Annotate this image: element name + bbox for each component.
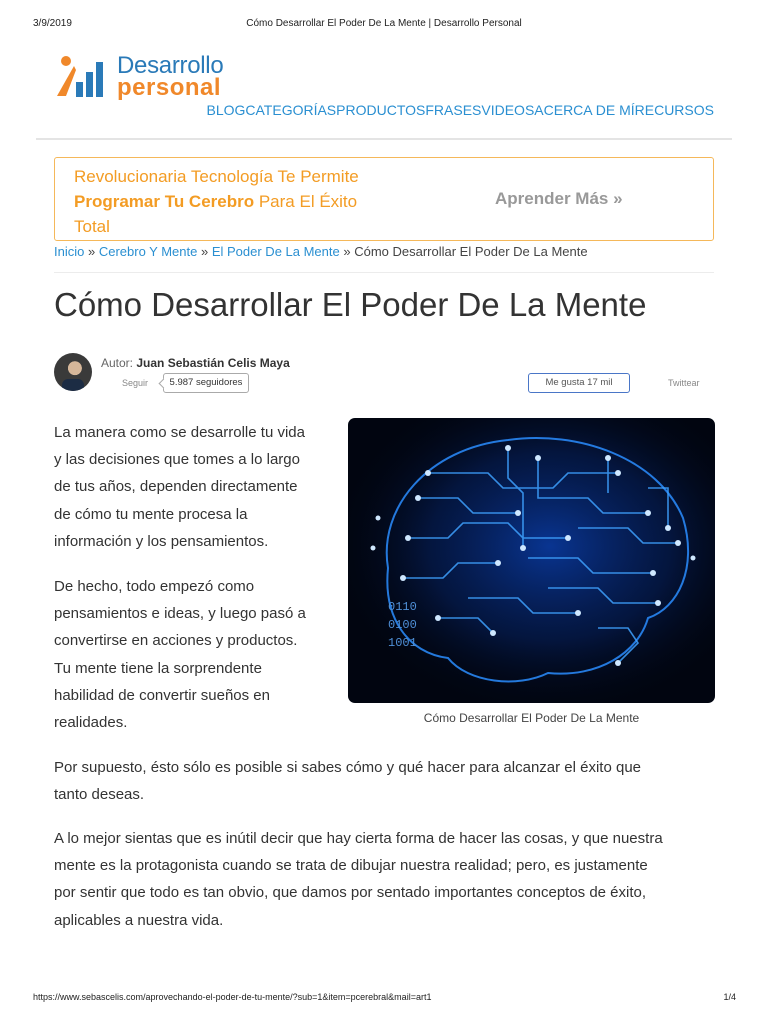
article-title: Cómo Desarrollar El Poder De La Mente	[54, 286, 647, 323]
print-page-number: 1/4	[723, 992, 736, 1002]
main-nav	[206, 102, 714, 118]
para-line: pensamientos e ideas, y luego pasó a	[54, 605, 306, 623]
para-line: Por supuesto, ésto sólo es posible si sabes cómo y qué hacer para alcanzar el éxito que	[54, 759, 642, 776]
nav-recursos[interactable]: RECURSOS	[634, 102, 714, 118]
nav-productos[interactable]: PRODUCTOS	[336, 102, 426, 118]
logo-bars-icon	[54, 56, 112, 98]
para-line: habilidad de convertir sueños en	[54, 686, 270, 704]
promo-banner[interactable]	[54, 157, 714, 241]
para-line: realidades.	[54, 714, 128, 732]
breadcrumb-sep: »	[197, 244, 212, 259]
print-doc-title: Cómo Desarrollar El Poder De La Mente | Desarrollo Personal	[246, 18, 522, 29]
para-line: de tus años, dependen directamente	[54, 478, 298, 496]
nav-acerca[interactable]: ACERCA DE MÍ	[534, 102, 635, 118]
promo-line-1: Revolucionaria Tecnología Te Permite	[74, 167, 359, 186]
binary-text-1: 0110	[388, 600, 417, 614]
header-divider	[36, 138, 732, 140]
print-url: https://www.sebascelis.com/aprovechando-el-poder-de-tu-mente/?sub=1&item=pcerebral&mail=art1	[33, 992, 432, 1002]
para-line: La manera como se desarrolle tu vida	[54, 424, 305, 441]
binary-text-2: 0100	[388, 618, 417, 632]
para-line: y las decisiones que tomes a lo largo	[54, 451, 300, 469]
breadcrumb-sep: »	[339, 244, 355, 259]
promo-cta-link[interactable]: Aprender Más »	[495, 189, 623, 208]
author-name[interactable]: Juan Sebastián Celis Maya	[136, 356, 290, 370]
tweet-button[interactable]: Twittear	[668, 378, 700, 388]
author-prefix: Autor:	[101, 356, 137, 370]
paragraph-2	[54, 573, 306, 736]
breadcrumb-current: Cómo Desarrollar El Poder De La Mente	[354, 244, 588, 259]
para-line: por sentir que todo es tan obvio, que damos por sentado importantes conceptos de éxito,	[54, 884, 647, 902]
promo-line-3: Total	[74, 217, 110, 236]
print-header	[0, 18, 768, 32]
para-line: De hecho, todo empezó como	[54, 578, 255, 595]
promo-message	[74, 164, 394, 239]
author-line	[101, 356, 290, 370]
site-logo[interactable]	[54, 52, 254, 100]
promo-line-2-rest: Para El Éxito	[254, 192, 358, 211]
para-line: Tu mente tiene la sorprendente	[54, 659, 262, 677]
print-date: 3/9/2019	[33, 18, 72, 29]
print-footer	[0, 992, 768, 1006]
para-line: A lo mejor sientas que es inútil decir que hay cierta forma de hacer las cosas, y que nuestra	[54, 830, 663, 847]
breadcrumb	[54, 244, 588, 259]
author-avatar[interactable]	[54, 353, 92, 391]
follow-button[interactable]: Seguir	[122, 378, 149, 388]
brain-circuit-image	[348, 418, 715, 703]
nav-categorias[interactable]: CATEGORÍAS	[245, 102, 337, 118]
brain-circuit-graphic	[348, 418, 715, 703]
promo-bold: Programar Tu Cerebro	[74, 192, 255, 211]
para-line: aplicables a nuestra vida.	[54, 911, 224, 929]
followers-count: 5.987 seguidores	[163, 373, 249, 393]
paragraph-4	[54, 825, 663, 934]
logo-word-desarrollo: Desarrollo	[117, 52, 224, 79]
breadcrumb-cerebro[interactable]: Cerebro Y Mente	[98, 244, 198, 259]
para-line: de cómo tu mente procesa la	[54, 505, 248, 523]
title-divider	[54, 272, 714, 273]
like-button[interactable]: Me gusta 17 mil	[528, 373, 630, 393]
nav-frases[interactable]: FRASES	[425, 102, 482, 118]
binary-text-3: 1001	[388, 636, 417, 650]
paragraph-1	[54, 419, 305, 555]
image-caption: Cómo Desarrollar El Poder De La Mente	[423, 711, 640, 725]
breadcrumb-sep: »	[84, 244, 99, 259]
paragraph-3	[54, 754, 641, 808]
logo-word-personal: personal	[117, 74, 222, 101]
nav-videos[interactable]: VIDEOS	[481, 102, 535, 118]
nav-blog[interactable]: BLOG	[206, 102, 246, 118]
para-line: mente es la protagonista cuando se trata de dibujar nuestra realidad; pero, es justamente	[54, 857, 648, 875]
breadcrumb-inicio[interactable]: Inicio	[54, 244, 85, 259]
para-line: información y los pensamientos.	[54, 532, 269, 550]
para-line: convertirse en acciones y productos.	[54, 632, 298, 650]
para-line: tanto deseas.	[54, 786, 145, 804]
breadcrumb-poder[interactable]: El Poder De La Mente	[211, 244, 340, 259]
